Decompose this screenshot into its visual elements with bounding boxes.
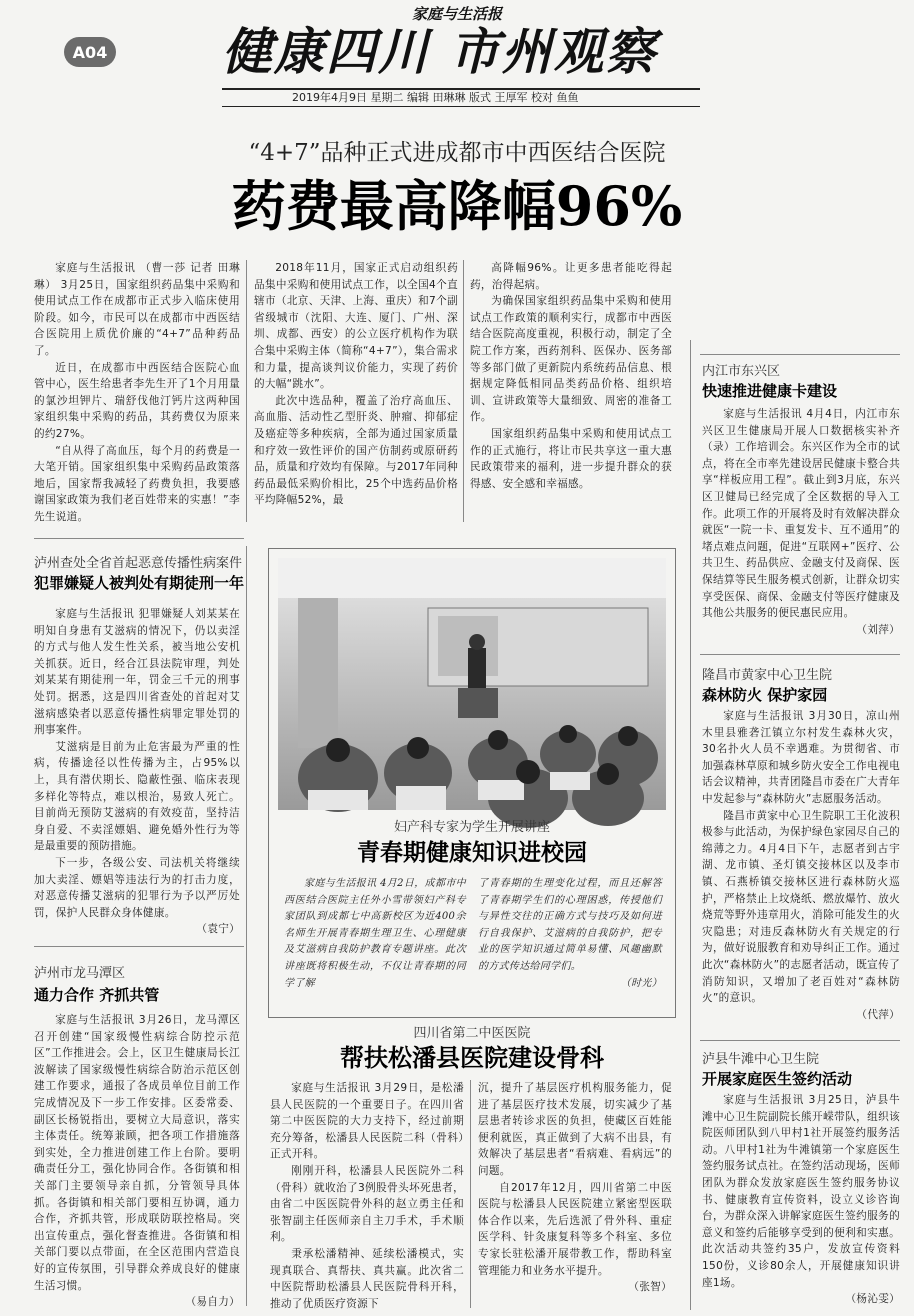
- lead-col1-p3: “自从得了高血压，每个月的药费是一大笔开销。国家组织集中采购药品政策落地后，国家帮我减轻了药费负担，我要感谢国家政策为我们老百姓带来的实惠！”李先生说道。: [34, 444, 240, 523]
- classroom-photo-image: [278, 558, 666, 810]
- photo-story-headline: 青春期健康知识进校园: [357, 840, 587, 866]
- photo-story-p2: 了青春期的生理变化过程，而且还解答了青春期学生们的心理困惑，传授他们与异性交往的正确方式与技巧及如何进行自我保护、艾滋病的自我防护，把专业的医学知识通过简单易懂、风趣幽默的方式传达给同学们。: [478, 878, 662, 972]
- luzhou-byline: （袁宁）: [196, 923, 240, 936]
- lead-col1-p2: 近日，在成都市中西医结合医院心血管中心，医生给患者李先生开了1个月用量的氯沙坦钾片、瑞舒伐他汀钙片这两种国家组织集中采购的药品，其药费仅为原来的约27%。: [34, 361, 240, 440]
- dateline-rule: [222, 106, 700, 107]
- longchang-sub: 隆昌市黄家中心卫生院: [702, 668, 833, 683]
- longmatan-headline: 通力合作 齐抓共管: [34, 986, 160, 1004]
- songpan-p3: 秉承松潘精神、延续松潘模式，实现真联合、真帮扶、真共赢。此次省二中医院帮助松潘县人民医院骨科开科，推动了优质医疗资源下: [270, 1247, 464, 1310]
- niutan-p1: 家庭与生活报讯 3月25日，泸县牛滩中心卫生院副院长熊开嵘带队，组织该院医师团队到八甲村1社开展签约服务活动。八甲村1社为牛滩镇第一个家庭医生签约服务试点社。在签约活动现场，医师团队为群众发放家庭医生签约服务协议书、健康教育宣传资料，设立义诊咨询台，为群众深入讲解家庭医生签约服务的意义和签约后能够享受到的便利和实惠。此次活动共签约35户，发放宣传资料150份，义诊80余人，开展健康知识讲座1场。: [702, 1094, 900, 1289]
- luzhou-body: [34, 606, 240, 936]
- niutan-headline: 开展家庭医生签约活动: [702, 1070, 853, 1088]
- luzhou-sub: 泸州查处全省首起恶意传播性病案件: [34, 556, 243, 571]
- neijiang-body: [702, 406, 900, 644]
- divider: [246, 546, 247, 1306]
- photo-story-col-2: [478, 876, 662, 1008]
- lead-col1-p1: 家庭与生活报讯 （曹一莎 记者 田琳琳） 3月25日，国家组织药品集中采购和使用试点工作在成都市正式步入临床使用阶段。如今，市民可以在成都市中西医结合医院用上质优价廉的“4+7”品种药品了。: [34, 262, 240, 357]
- divider: [690, 340, 691, 1310]
- luzhou-headline: 犯罪嫌疑人被判处有期徒刑一年: [34, 574, 245, 592]
- longmatan-body: [34, 1012, 240, 1308]
- lead-col2-p2: 此次中选品种，覆盖了治疗高血压、高血脂、活动性乙型肝炎、肿瘤、抑郁症及癌症等多种疾病，全部为通过国家质量和疗效一致性评价的国产仿制药或原研药品，质量和疗效均有保障。与2017年同种药品最低采购价相比，25个中选药品价格平均降幅52%，最: [254, 394, 458, 507]
- niutan-byline: （杨沁雯）: [845, 1293, 900, 1306]
- lead-col3-p3: 国家组织药品集中采购和使用试点工作的正式施行，将让市民共享这一重大惠民政策带来的福利，进一步提升群众的获得感、安全感和幸福感。: [470, 427, 672, 490]
- lead-headline: 药费最高降幅96%: [231, 174, 683, 238]
- section-rule: [700, 1040, 900, 1041]
- songpan-p4: 沉，提升了基层医疗机构服务能力，促进了基层医疗技术发展，切实减少了基层患者转诊求医的负担，使藏区百姓能便利就医，真正做到了大病不出县，有效解决了基层患者“看病难、看病远”的问题。: [478, 1082, 672, 1177]
- songpan-headline: 帮扶松潘县医院建设骨科: [340, 1044, 604, 1072]
- songpan-col-2: [478, 1080, 672, 1308]
- photo-story-col-1: [284, 876, 466, 1008]
- songpan-col-1: [270, 1080, 464, 1308]
- masthead: 家庭与生活报: [411, 5, 502, 23]
- photo-story-sub: 妇产科专家为学生开展讲座: [393, 820, 550, 835]
- longchang-body: [702, 708, 900, 1034]
- songpan-byline: （张智）: [628, 1281, 672, 1294]
- photo-story-byline: （时光）: [620, 977, 662, 989]
- classroom-photo: [278, 558, 666, 810]
- section-rule: [700, 654, 900, 655]
- longchang-p2: 隆昌市黄家中心卫生院职工王化波积极参与此活动，为保护绿色家园尽自己的绵薄之力。4月4日下午，志愿者到古宇湖、龙市镇、圣灯镇交接林区以及李市镇、石燕桥镇交接林区进行森林防火巡护，严格禁止上坟烧纸、燃放爆竹、放火烧荒等野外违章用火，消除可能发生的火灾隐患；对违反森林防火有关规定的行为，做好说服教育和劝导纠正工作。通过此次“森林防火”的志愿者活动，既宣传了消防知识，又增加了老百姓对“森林防火”的意识。: [702, 809, 900, 1005]
- section-rule: [34, 538, 244, 539]
- longmatan-p1: 家庭与生活报讯 3月26日，龙马潭区召开创建“国家级慢性病综合防控示范区”工作推进会。会上，区卫生健康局长江波解读了国家级慢性病综合防治示范区创建工作要求，通报了各成员单位目前工作完成情况及下一步工作安排。区委常委、副区长杨锐指出，要树立大局意识，落实主体责任。统筹兼顾，把各项工作措施落到实处，全力推进创建工作上台阶。要明确责任分工，强化协同合作。各街镇和相关部门主要领导亲自抓，分管领导具体抓。各街镇和相关部门要相互协调，通力合作，齐抓共管，形成联防联控格局。突出宣传重点，强化督查推进。各街镇和相关部门要以点带面，在全区范围内营造良好的宣传氛围，引导群众养成良好的健康生活习惯。: [34, 1014, 240, 1292]
- lead-col-1: [34, 260, 240, 523]
- divider: [470, 1080, 471, 1308]
- neijiang-p1: 家庭与生活报讯 4月4日，内江市东兴区卫生健康局开展人口数据核实补齐（录）工作培训会。东兴区作为全市的试点，将在全市率先建设居民健康卡整合共享“样板应用工程”。截止到3月底，东兴区卫健局已经完成了全区数据的导入工作。此项工作的开展将及时有效解决群众就医“一院一卡、重复发卡、互不通用”的堵点难点问题，促进“互联网+”医疗、公共卫生、药品供应、金融支付及商保、医保结算等民生服务模式创新，让群众切实享受医保、商保、金融支付等医疗健康及其他公共服务的便民惠民应用。: [702, 408, 900, 620]
- longmatan-sub: 泸州市龙马潭区: [34, 966, 126, 981]
- section-rule: [700, 354, 900, 355]
- longchang-headline: 森林防火 保护家园: [702, 686, 828, 704]
- dateline: 2019年4月9日 星期二 编辑 田琳琳 版式 王厚军 校对 鱼鱼: [292, 91, 579, 104]
- longchang-p1: 家庭与生活报讯 3月30日，凉山州木里县雅砻江镇立尔村发生森林火灾，30名扑火人员不幸遇难。为贯彻省、市加强森林草原和城乡防火安全工作电视电话会议精神，共青团隆昌市委在广大青年中发起参与“森林防火”志愿服务活动。: [702, 710, 900, 805]
- page-number: A04: [72, 42, 108, 62]
- divider: [463, 260, 464, 522]
- niutan-body: [702, 1092, 900, 1310]
- divider: [246, 260, 247, 522]
- section-rule: [34, 946, 244, 947]
- lead-col-3: [470, 260, 672, 522]
- songpan-p5: 自2017年12月，四川省第二中医医院与松潘县人民医院建立紧密型医联体合作以来，先后选派了骨外科、重症医学科、针灸康复科等多个科室、多位专家长驻松潘开展带教工作，帮助科室管理能力和业务水平提升。: [478, 1181, 672, 1277]
- lead-col-2: [254, 260, 458, 522]
- luzhou-p1: 家庭与生活报讯 犯罪嫌疑人刘某某在明知自身患有艾滋病的情况下，仍以卖淫的方式与他人发生性关系，被当地公安机关抓获。近日，经合江县法院审理，判处刘某某有期徒刑一年，罚金三千元的刑事处罚。据悉，这是四川省查处的首起对艾滋病感染者以恶意传播性病罪定罪处罚的刑事案件。: [34, 608, 240, 737]
- neijiang-byline: （刘萍）: [856, 623, 900, 636]
- niutan-sub: 泸县牛滩中心卫生院: [702, 1052, 820, 1067]
- longmatan-byline: （易自力）: [185, 1296, 240, 1309]
- neijiang-headline: 快速推进健康卡建设: [702, 382, 838, 400]
- songpan-p2: 刚刚开科，松潘县人民医院外二科（骨科）就收治了3例股骨头坏死患者，由省二中医医院骨外科的赵立勇主任和张智副主任医师亲自主刀手术，手术顺利。: [270, 1164, 464, 1244]
- lead-col3-p1: 高降幅96%。让更多患者能吃得起药，治得起病。: [470, 262, 672, 291]
- page-number-badge: [64, 37, 116, 67]
- section-title: 健康四川 市州观察: [222, 23, 658, 81]
- luzhou-p3: 下一步，各级公安、司法机关将继续加大卖淫、嫖娼等违法行为的打击力度，对恶意传播艾滋病的犯罪行为予以严厉处罚，保护人民群众身体健康。: [34, 856, 240, 919]
- lead-col3-p2: 为确保国家组织药品集中采购和使用试点工作政策的顺利实行，成都市中西医结合医院高度重视，积极行动，制定了全院工作方案，西药剂科、医保办、医务部等多部门做了更新院内系统药品信息、根据规定降低相同品类药品价格、组织培训、宣讲政策等大量细致、周密的准备工作。: [470, 295, 672, 424]
- photo-story-p1: 家庭与生活报讯 4月2日，成都市中西医结合医院主任外小雪带领妇产科专家团队到成都七中高新校区为近400余名师生开展青春期生理卫生、心理健康及艾滋病自我防护教育专题讲座。此次讲座既将积极生动，不仅让青春期的同学了解: [284, 878, 466, 989]
- longchang-byline: （代萍）: [856, 1008, 900, 1021]
- lead-kicker: “4+7”品种正式进成都市中西医结合医院: [248, 140, 666, 166]
- songpan-sub: 四川省第二中医医院: [413, 1026, 531, 1041]
- neijiang-sub: 内江市东兴区: [702, 364, 781, 379]
- lead-col2-p1: 2018年11月，国家正式启动组织药品集中采购和使用试点工作，以全国4个直辖市（北京、天津、上海、重庆）和7个副省级城市（沈阳、大连、厦门、广州、深圳、成都、西安）的公立医疗机构作为联合集中采购主体（简称“4+7”），集合需求和力量，提高谈判议价能力，实现了药价的大幅“跳水”。: [254, 262, 458, 391]
- songpan-p1: 家庭与生活报讯 3月29日，是松潘县人民医院的一个重要日子。在四川省第二中医医院的大力支持下，经过前期充分筹备，松潘县人民医院二科（骨科）正式开科。: [270, 1082, 464, 1161]
- luzhou-p2: 艾滋病是目前为止危害最为严重的性病，传播途径以性传播为主，占95%以上，具有潜伏期长、隐蔽性强、临床表现多样化等特点，难以根治，易致人死亡。目前尚无预防艾滋病的有效疫苗，坚持洁身自爱、不卖淫嫖娼、避免婚外性行为等是最重要的预防措施。: [34, 740, 240, 853]
